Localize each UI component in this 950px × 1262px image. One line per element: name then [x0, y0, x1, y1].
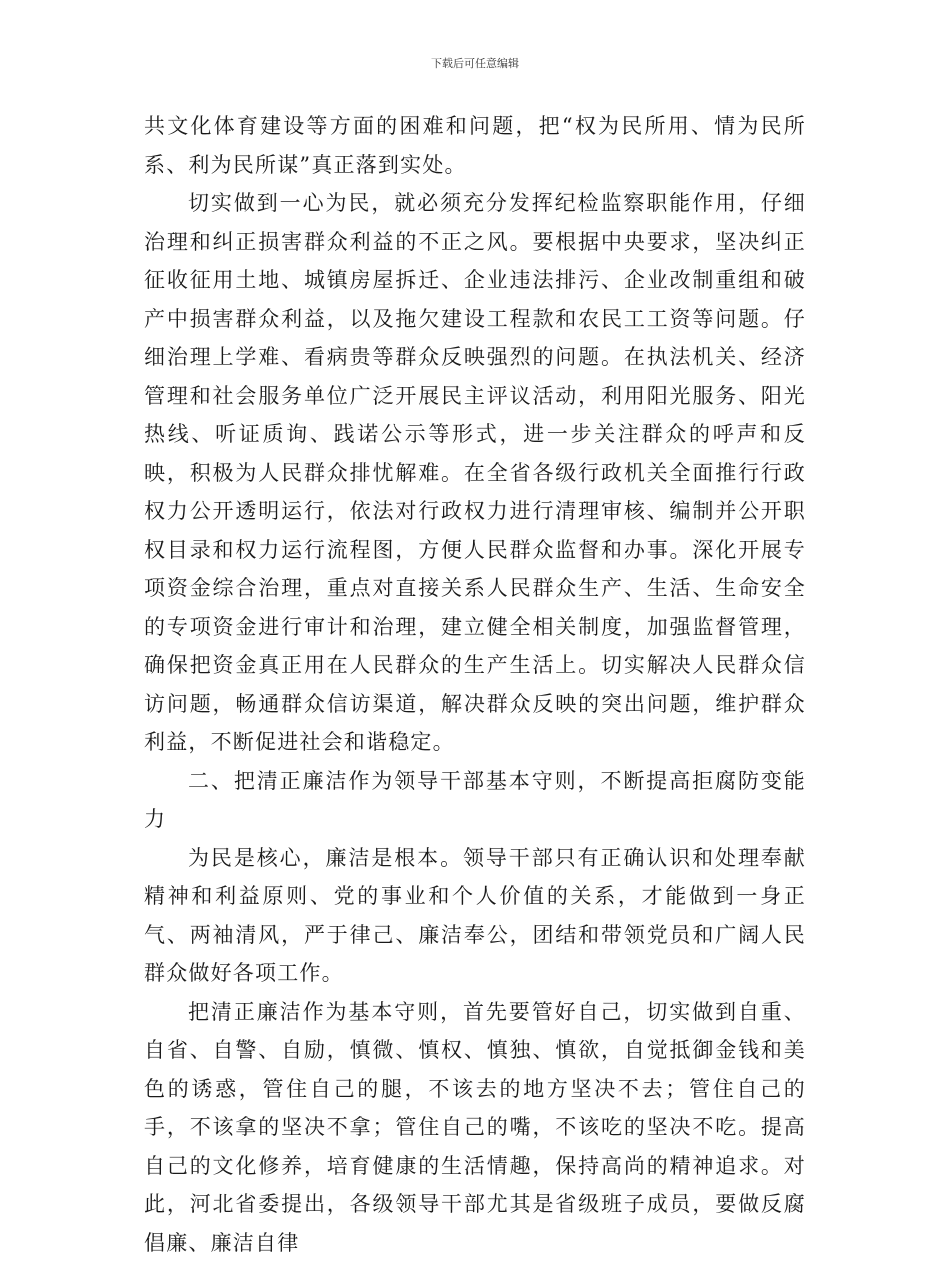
page-header-note: 下载后可任意编辑: [0, 55, 950, 71]
paragraph-integrity-core: 为民是核心，廉洁是根本。领导干部只有正确认识和处理奉献精神和利益原则、党的事业和个人价值的关系，才能做到一身正气、两袖清风，严于律己、廉洁奉公，团结和带领党员和广阔人民群众做好各项工作。: [144, 839, 806, 993]
document-body: [144, 107, 806, 1262]
paragraph-serve-people: 切实做到一心为民，就必须充分发挥纪检监察职能作用，仔细治理和纠正损害群众利益的不正之风。要根据中央要求，坚决纠正征收征用土地、城镇房屋拆迁、企业违法排污、企业改制重组和破产中损害群众利益，以及拖欠建设工程款和农民工工资等问题。仔细治理上学难、看病贵等群众反映强烈的问题。在执法机关、经济管理和社会服务单位广泛开展民主评议活动，利用阳光服务、阳光热线、听证质询、践诺公示等形式，进一步关注群众的呼声和反映，积极为人民群众排忧解难。在全省各级行政机关全面推行行政权力公开透明运行，依法对行政权力进行清理审核、编制并公开职权目录和权力运行流程图，方便人民群众监督和办事。深化开展专项资金综合治理，重点对直接关系人民群众生产、生活、生命安全的专项资金进行审计和治理，建立健全相关制度，加强监督管理，确保把资金真正用在人民群众的生产生活上。切实解决人民群众信访问题，畅通群众信访渠道，解决群众反映的突出问题，维护群众利益，不断促进社会和谐稳定。: [144, 184, 806, 762]
paragraph-integrity-principle: 把清正廉洁作为基本守则，首先要管好自己，切实做到自重、自省、自警、自励，慎微、慎权、慎独、慎欲，自觉抵御金钱和美色的诱惑，管住自己的腿，不该去的地方坚决不去；管住自己的手，不该拿的坚决不拿；管住自己的嘴，不该吃的坚决不吃。提高自己的文化修养，培育健康的生活情趣，保持高尚的精神追求。对此，河北省委提出，各级领导干部尤其是省级班子成员，要做反腐倡廉、廉洁自律: [144, 993, 806, 1262]
paragraph-continuation: 共文化体育建设等方面的困难和问题，把“权为民所用、情为民所系、利为民所谋”真正落到实处。: [144, 107, 806, 184]
section-heading-two: 二、把清正廉洁作为领导干部基本守则，不断提高拒腐防变能力: [144, 762, 806, 839]
